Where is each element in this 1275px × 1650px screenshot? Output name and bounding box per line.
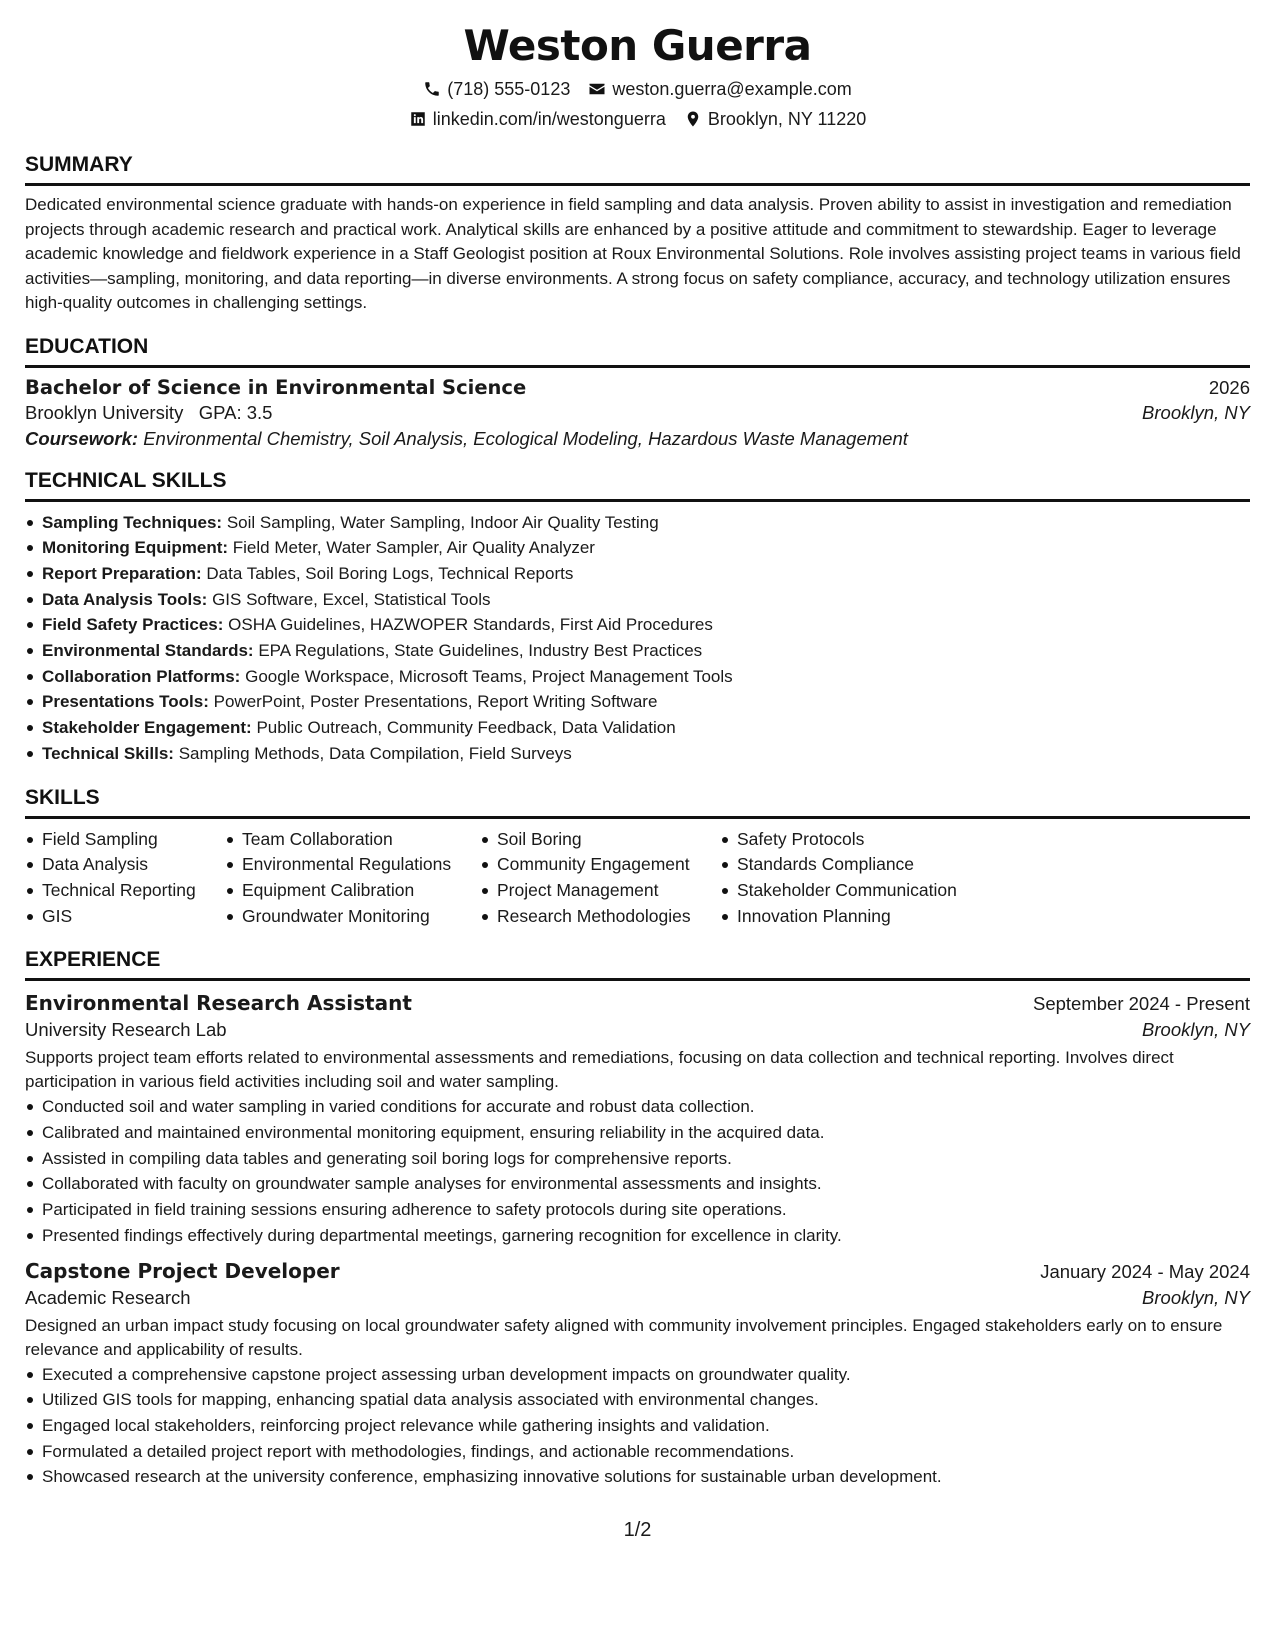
list-item: Participated in field training sessions ensuring adherence to safety protocols during site operations.: [25, 1197, 1250, 1223]
skill-values: PowerPoint, Poster Presentations, Report Writing Software: [213, 692, 658, 712]
location-contact: [684, 104, 866, 134]
job-organization: University Research Lab: [25, 1019, 227, 1041]
summary-heading: SUMMARY: [25, 152, 1250, 186]
skill-category: Stakeholder Engagement:: [42, 718, 252, 738]
coursework-label: Coursework:: [25, 427, 139, 449]
list-item: [25, 638, 1250, 664]
contact-row-2: [25, 104, 1250, 134]
list-item: [25, 741, 1250, 767]
list-item: Innovation Planning: [720, 904, 1020, 930]
job-bullets: [25, 1094, 1250, 1248]
list-item: Equipment Calibration: [225, 878, 480, 904]
coursework-list: Environmental Chemistry, Soil Analysis, Ecological Modeling, Hazardous Waste Management: [143, 427, 908, 449]
list-item: GIS: [25, 904, 225, 930]
skills-grid: [25, 827, 1250, 930]
candidate-name: Weston Guerra: [463, 21, 812, 70]
skill-category: Presentations Tools:: [42, 692, 209, 712]
phone-number: (718) 555-0123: [447, 79, 571, 99]
list-item: Team Collaboration: [225, 827, 480, 853]
list-item: Environmental Regulations: [225, 852, 480, 878]
list-item: Engaged local stakeholders, reinforcing project relevance while gathering insights and validation.: [25, 1413, 1250, 1439]
list-item: Presented findings effectively during departmental meetings, garnering recognition for excellence in clarity.: [25, 1223, 1250, 1249]
list-item: Groundwater Monitoring: [225, 904, 480, 930]
list-item: Field Sampling: [25, 827, 225, 853]
skill-category: Data Analysis Tools:: [42, 589, 208, 609]
school-name: Brooklyn University: [25, 401, 184, 423]
skill-category: Field Safety Practices:: [42, 615, 224, 635]
technical-skills-list: [25, 510, 1250, 767]
list-item: Assisted in compiling data tables and generating soil boring logs for comprehensive reports.: [25, 1146, 1250, 1172]
job-description: Designed an urban impact study focusing on local groundwater safety aligned with community involvement principles. Engaged stakeholders early on to ensure relevance and applicability of results.: [25, 1315, 1223, 1359]
envelope-icon: [588, 80, 606, 98]
list-item: Executed a comprehensive capstone project assessing urban development impacts on groundwater quality.: [25, 1362, 1250, 1388]
job-entry: [25, 1259, 1250, 1491]
list-item: Standards Compliance: [720, 852, 1020, 878]
gpa: GPA: 3.5: [198, 401, 273, 423]
contact-row-1: [25, 74, 1250, 104]
education-heading: EDUCATION: [25, 334, 1250, 368]
job-organization: Academic Research: [25, 1286, 191, 1308]
list-item: Collaborated with faculty on groundwater sample analyses for environmental assessments and insights.: [25, 1171, 1250, 1197]
skill-values: EPA Regulations, State Guidelines, Industry Best Practices: [258, 641, 703, 661]
skill-values: Field Meter, Water Sampler, Air Quality Analyzer: [232, 538, 595, 558]
skill-category: Report Preparation:: [42, 563, 202, 583]
skills-column-2: [225, 827, 480, 930]
skill-category: Sampling Techniques:: [42, 512, 223, 532]
list-item: Soil Boring: [480, 827, 720, 853]
list-item: [25, 561, 1250, 587]
list-item: Showcased research at the university conference, emphasizing innovative solutions for sustainable urban development.: [25, 1464, 1250, 1490]
degree-title: Bachelor of Science in Environmental Science: [25, 375, 527, 399]
skill-values: OSHA Guidelines, HAZWOPER Standards, First Aid Procedures: [228, 615, 713, 635]
job-title: Environmental Research Assistant: [25, 991, 412, 1016]
skill-category: Monitoring Equipment:: [42, 538, 229, 558]
skill-category: Collaboration Platforms:: [42, 666, 241, 686]
job-location: Brooklyn, NY: [1142, 1286, 1250, 1308]
list-item: Technical Reporting: [25, 878, 225, 904]
skills-column-3: [480, 827, 720, 930]
linkedin-contact[interactable]: [409, 104, 666, 134]
skill-category: Technical Skills:: [42, 743, 174, 763]
list-item: Conducted soil and water sampling in varied conditions for accurate and robust data collection.: [25, 1094, 1250, 1120]
skills-heading: SKILLS: [25, 785, 1250, 819]
job-bullets: [25, 1362, 1250, 1491]
job-entry: [25, 991, 1250, 1248]
list-item: [25, 535, 1250, 561]
phone-icon: [423, 80, 441, 98]
technical-skills-heading: TECHNICAL SKILLS: [25, 468, 1250, 502]
list-item: Utilized GIS tools for mapping, enhancing spatial data analysis associated with environmental changes.: [25, 1387, 1250, 1413]
list-item: [25, 689, 1250, 715]
skill-values: Sampling Methods, Data Compilation, Field Surveys: [178, 743, 572, 763]
list-item: [25, 715, 1250, 741]
experience-heading: EXPERIENCE: [25, 947, 1250, 981]
job-dates: January 2024 - May 2024: [1040, 1260, 1250, 1282]
list-item: Project Management: [480, 878, 720, 904]
graduation-year: 2026: [1208, 376, 1250, 398]
skill-values: Data Tables, Soil Boring Logs, Technical Reports: [206, 563, 574, 583]
job-title: Capstone Project Developer: [25, 1258, 340, 1283]
list-item: Community Engagement: [480, 852, 720, 878]
list-item: Calibrated and maintained environmental monitoring equipment, ensuring reliability in the acquired data.: [25, 1120, 1250, 1146]
skills-column-4: [720, 827, 1020, 930]
skills-column-1: [25, 827, 225, 930]
phone-contact: [423, 74, 570, 104]
page-number: 1/2: [623, 1519, 652, 1541]
list-item: Research Methodologies: [480, 904, 720, 930]
education-entry: [25, 376, 1250, 450]
resume-page: [25, 18, 1250, 1490]
skill-values: Google Workspace, Microsoft Teams, Project Management Tools: [245, 666, 733, 686]
linkedin-icon: [409, 110, 427, 128]
job-location: Brooklyn, NY: [1142, 1019, 1250, 1041]
email-contact[interactable]: [588, 74, 851, 104]
skill-category: Environmental Standards:: [42, 641, 254, 661]
list-item: [25, 664, 1250, 690]
list-item: Stakeholder Communication: [720, 878, 1020, 904]
email-address[interactable]: weston.guerra@example.com: [612, 79, 852, 99]
school-info: [25, 402, 272, 424]
list-item: [25, 587, 1250, 613]
list-item: Formulated a detailed project report with methodologies, findings, and actionable recommendations.: [25, 1439, 1250, 1465]
skill-values: GIS Software, Excel, Statistical Tools: [212, 589, 491, 609]
coursework: [25, 428, 1250, 450]
list-item: Safety Protocols: [720, 827, 1020, 853]
list-item: [25, 612, 1250, 638]
job-dates: September 2024 - Present: [1033, 993, 1250, 1015]
job-description: Supports project team efforts related to environmental assessments and remediations, focusing on data collection and technical reporting. Involves direct participation in various field activities including soil and water sampling.: [25, 1048, 1174, 1092]
map-pin-icon: [684, 110, 702, 128]
school-location: Brooklyn, NY: [1142, 401, 1250, 423]
linkedin-url[interactable]: linkedin.com/in/westonguerra: [432, 109, 666, 129]
skill-values: Soil Sampling, Water Sampling, Indoor Air Quality Testing: [226, 512, 659, 532]
list-item: Data Analysis: [25, 852, 225, 878]
summary-text: Dedicated environmental science graduate with hands-on experience in field sampling and data analysis. Proven ability to assist in investigation and remediation projects through academic research and practical work. Analytical skills are enhanced by a positive attitude and commitment to stewardship. Eager to leverage academic knowledge and fieldwork experience in a Staff Geologist position at Roux Environmental Solutions. Role involves assisting project teams in various field activities—sampling, monitoring, and data reporting—in diverse environments. A strong focus on safety compliance, accuracy, and technology utilization ensures high-quality outcomes in challenging settings.: [25, 195, 1241, 312]
list-item: [25, 510, 1250, 536]
location-text: Brooklyn, NY 11220: [707, 109, 867, 129]
skill-values: Public Outreach, Community Feedback, Data Validation: [256, 718, 676, 738]
